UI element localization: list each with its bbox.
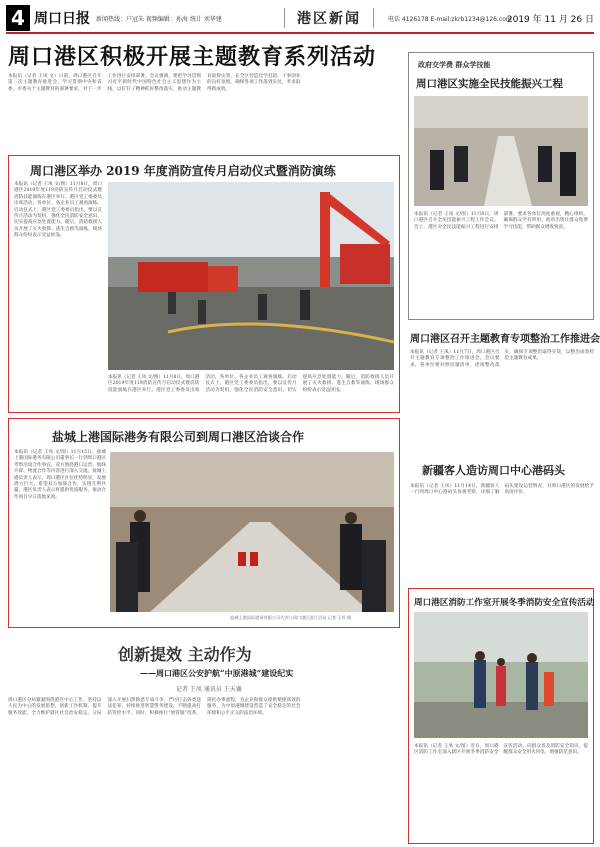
xinjiang-visit-title: 新疆客人造访周口中心港码头	[422, 464, 565, 477]
page-number: 4	[6, 5, 30, 31]
rectification-title: 周口港区召开主题教育专项整治工作推进会	[410, 334, 600, 345]
police-feature-kicker: 创新提效 主动作为	[118, 645, 252, 664]
port-meeting-photo	[110, 452, 394, 612]
page-header	[6, 4, 594, 34]
fire-drill-body-continued: 本报讯（记者 王凤 文/图）11月8日，周口港区2019年度119消防宣传月启动仪式暨消防技能演练在港区举行。港区党工委委员出席活动，各单位、各企业员工观看演练。启动仪式上，港区党工委委员指出，要以宣传月活动为契机，强化全民消防安全意识，切实提高应急处置能力。随后，消防救援人员开展了灭火救援、逃生自救等演练，现场群众纷纷表示受益匪浅。	[108, 375, 394, 393]
port-cooperation-title: 盐城上港国际港务有限公司到周口港区洽谈合作	[52, 430, 305, 444]
main-headline: 周口港区积极开展主题教育系列活动	[8, 44, 377, 70]
winter-fire-safety-title: 周口港区消防工作室开展冬季消防安全宣传活动	[414, 598, 595, 608]
skills-body: 本报讯（记者 王凤 文/图）11月6日，周口港区召开全民技能振兴工程工作会议。会上，港区对全民技能振兴工程进行安排部署，要求各单位高度重视，精心组织，确保群众学有所用。政府出资让群众免费学习技能，帮助群众增收致富。	[414, 212, 588, 230]
port-cooperation-body: 本报讯（记者 王凤 文/图）11月15日，盐城上港国际港务有限公司董事长一行到周口港区考察洽谈合作事宜。双方围绕港口运营、航线开辟、物流合作等内容进行深入交流。盐城上港负责人表示，周口港区区位优势明显，发展潜力巨大，希望双方加强合作，实现互利共赢。港区负责人表示将提供优质服务，推动合作项目早日落地见效。	[14, 450, 106, 500]
winter-fire-safety-body: 本报讯（记者 王凤 文/图）近日，周口港区消防工作室深入辖区开展冬季消防安全宣传活动，向群众普及消防安全知识，提醒群众安全用火用电，增强防范意识。	[414, 744, 588, 756]
skills-title: 周口港区实施全民技能振兴工程	[416, 78, 563, 90]
header-info: 新闻热线：户冠朱 视频编辑：孙海 统计 刘华建	[96, 15, 222, 23]
rectification-body: 本报讯（记者 王凤）11月7日，周口港区召开主题教育专项整治工作推进会。会议要求，各单位要对照问题清单，逐项整改落实，确保专项整治取得实效，以整治成效检验主题教育成果。	[410, 350, 594, 368]
section-name: 港区新闻	[284, 8, 374, 28]
newspaper-logo: 周口日报	[34, 11, 90, 27]
police-feature-byline: 记者 王凤 通讯员 王天襄	[176, 686, 242, 693]
fire-drill-body: 本报讯（记者 王凤 文/图）11月8日，周口港区2019年度119消防宣传月启动仪式暨消防技能演练在港区举行。港区党工委委员出席活动，各单位、各企业员工观看演练。启动仪式上，港区党工委委员指出，要以宣传月活动为契机，强化全民消防安全意识，切实提高应急处置能力。随后，消防救援人员开展了灭火救援、逃生自救等演练，现场群众纷纷表示受益匪浅。	[14, 182, 102, 239]
issue-date: 2019 年 11 月 26 日	[506, 14, 594, 25]
header-contact: 电话 4126178 E-mail:zkrb1234@126.com	[388, 15, 512, 23]
skills-kicker: 政府交学费 群众学技能	[418, 60, 491, 69]
fire-drill-photo	[108, 182, 394, 370]
main-article-body: 本报讯（记者 王凤 文）日前，周口港区召开第三次主题教育推进会，学习贯彻中央和省委、市委关于主题教育的部署要求，对下一步工作进行安排部署。会议强调，要把学习贯彻习近平新时代中国特色社会主义思想作为主线，以钉钉子精神抓好整改落实，推动主题教育取得实效，在全区营造比学赶超、干事创业的良好氛围，确保各项工作落到实处，务求取得新成效。	[8, 74, 301, 92]
port-photo-caption: 盐城上港国际港务有限公司代表与周口港区进行洽谈 记者 王凤 摄	[230, 615, 352, 620]
fire-drill-title: 周口港区举办 2019 年度消防宣传月启动仪式暨消防演练	[30, 164, 336, 178]
xinjiang-visit-body: 本报讯（记者 王凤）11月14日，新疆客人一行到周口中心港码头参观考察，详细了解码头建设运营情况，对周口港区的发展给予高度评价。	[410, 484, 594, 496]
police-feature-subtitle: ——周口港区公安护航“中原港城”建设纪实	[140, 668, 294, 678]
police-feature-body: 周口港区分局紧紧围绕港区中心工作，坚持以人民为中心的发展思想，创新工作机制，提升服务效能，全力维护辖区社会治安稳定。分局深入开展扫黑除恶专项斗争，严厉打击各类违法犯罪，持续推进智慧警务建设，不断提高打防管控水平。同时，积极推行“放管服”改革，简化办事流程，为企业和群众提供便捷高效的服务，为中原港城建设营造了安全稳定的社会环境和公平正义的法治环境。	[8, 698, 301, 716]
winter-fire-safety-photo	[414, 612, 588, 738]
skills-meeting-photo	[414, 96, 588, 206]
